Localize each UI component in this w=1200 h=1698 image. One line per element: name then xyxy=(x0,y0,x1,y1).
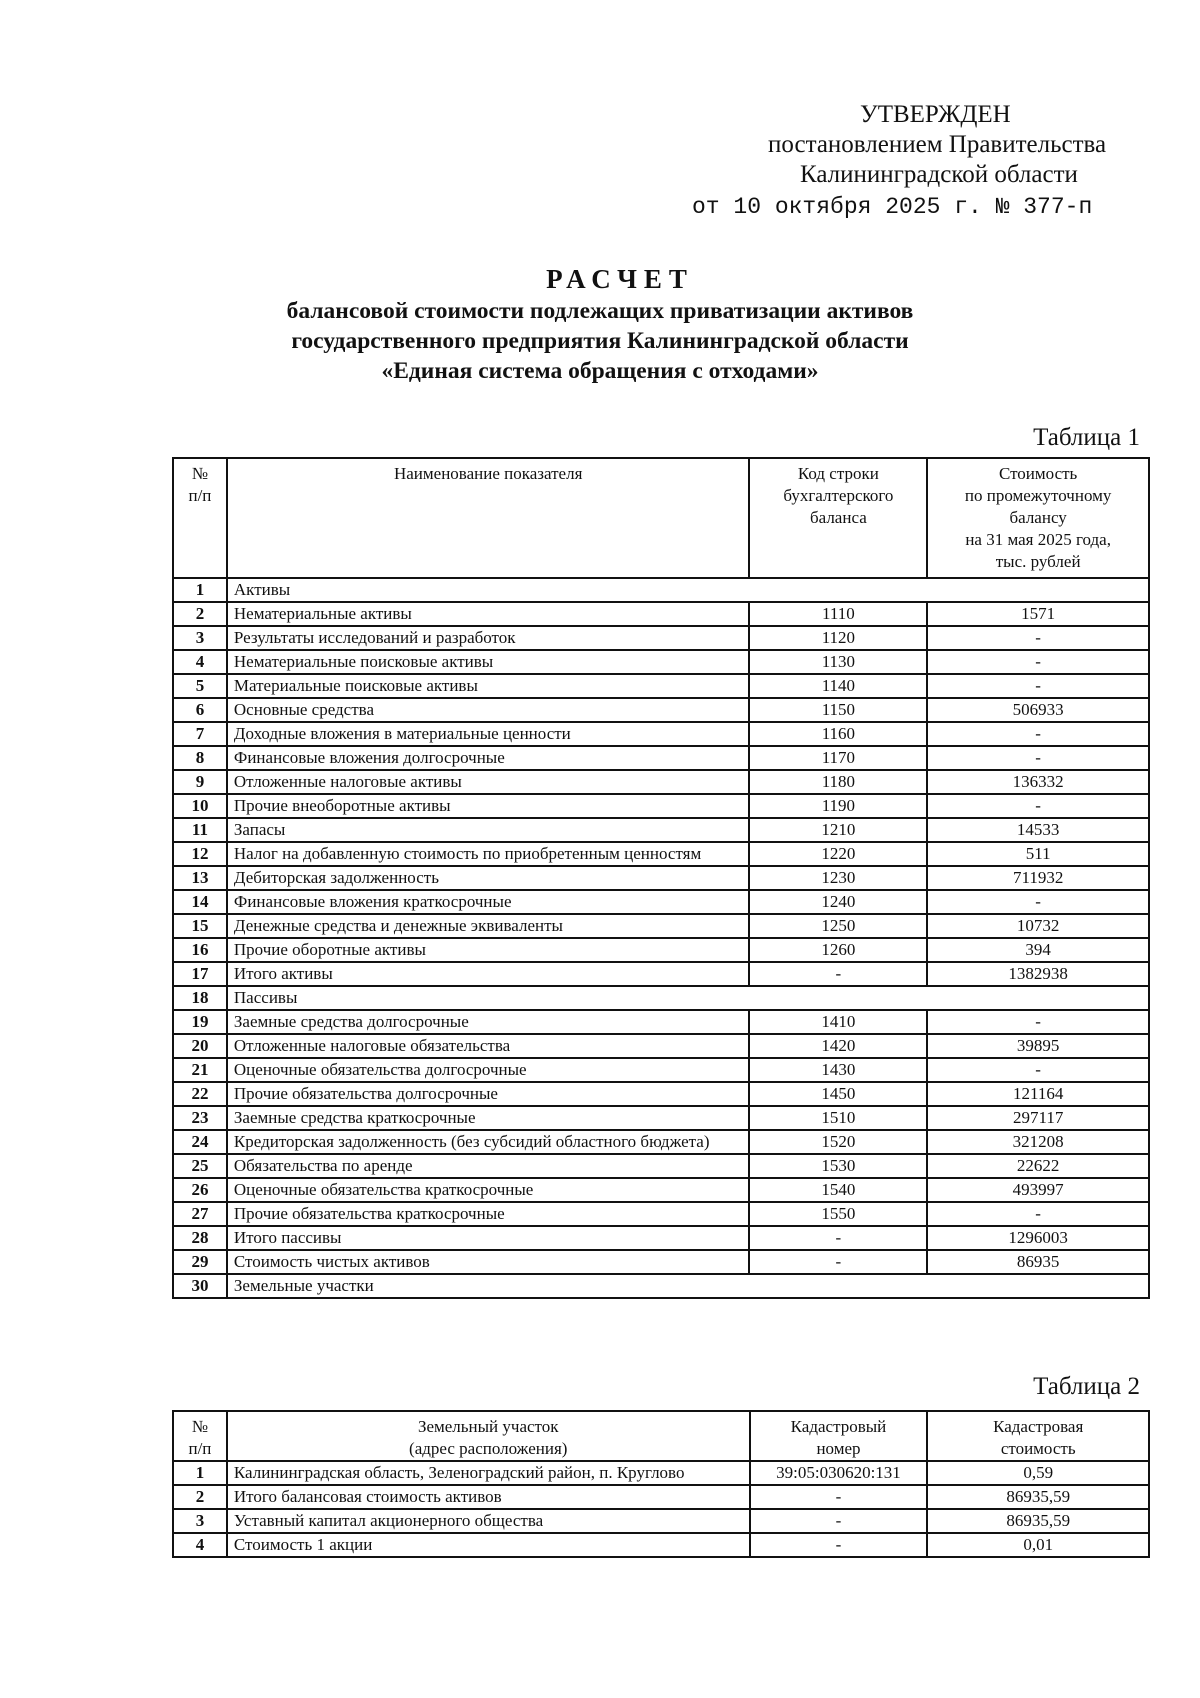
row-code: 1170 xyxy=(749,746,927,770)
header-name: Наименование показателя xyxy=(227,458,750,578)
row-number: 13 xyxy=(173,866,227,890)
row-code: 1140 xyxy=(749,674,927,698)
table-row xyxy=(173,890,1149,914)
table-row xyxy=(173,986,1149,1010)
row-value: 493997 xyxy=(927,1178,1149,1202)
row-name: Материальные поисковые активы xyxy=(227,674,750,698)
row-number: 18 xyxy=(173,986,227,1010)
table-row xyxy=(173,674,1149,698)
row-name: Уставный капитал акционерного общества xyxy=(227,1509,750,1533)
row-number: 10 xyxy=(173,794,227,818)
row-value: - xyxy=(927,890,1149,914)
row-name: Запасы xyxy=(227,818,750,842)
row-code: - xyxy=(749,1250,927,1274)
header-num: № п/п xyxy=(173,1411,227,1461)
table-row xyxy=(173,1106,1149,1130)
row-number: 30 xyxy=(173,1274,227,1298)
row-name: Налог на добавленную стоимость по приобретенным ценностям xyxy=(227,842,750,866)
table-row xyxy=(173,1082,1149,1106)
table-row xyxy=(173,842,1149,866)
row-code: 1230 xyxy=(749,866,927,890)
row-value: 321208 xyxy=(927,1130,1149,1154)
row-name: Прочие обязательства долгосрочные xyxy=(227,1082,750,1106)
row-value: - xyxy=(927,1010,1149,1034)
row-number: 12 xyxy=(173,842,227,866)
row-number: 26 xyxy=(173,1178,227,1202)
row-number: 24 xyxy=(173,1130,227,1154)
table-row xyxy=(173,722,1149,746)
row-value: 86935 xyxy=(927,1250,1149,1274)
header-num: № п/п xyxy=(173,458,227,578)
table-row xyxy=(173,770,1149,794)
table2-caption: Таблица 2 xyxy=(1033,1373,1140,1400)
table-row xyxy=(173,1154,1149,1178)
row-name: Доходные вложения в материальные ценности xyxy=(227,722,750,746)
header-cadastral-value: Кадастровая стоимость xyxy=(927,1411,1149,1461)
table-row xyxy=(173,626,1149,650)
approval-title: УТВЕРЖДЕН xyxy=(860,101,1011,128)
table-row xyxy=(173,1533,1149,1557)
table-row xyxy=(173,1178,1149,1202)
row-name: Нематериальные поисковые активы xyxy=(227,650,750,674)
row-number: 8 xyxy=(173,746,227,770)
row-number: 29 xyxy=(173,1250,227,1274)
row-name: Итого активы xyxy=(227,962,750,986)
row-number: 1 xyxy=(173,1461,227,1485)
table-row xyxy=(173,1485,1149,1509)
row-name: Земельные участки xyxy=(227,1274,1149,1298)
row-value: - xyxy=(927,722,1149,746)
approval-stamp xyxy=(640,100,1160,222)
table2-header-row xyxy=(173,1411,1149,1461)
row-number: 15 xyxy=(173,914,227,938)
approval-region: Калининградской области xyxy=(800,161,1078,188)
table-row xyxy=(173,1202,1149,1226)
row-value: 1296003 xyxy=(927,1226,1149,1250)
row-number: 27 xyxy=(173,1202,227,1226)
row-name: Кредиторская задолженность (без субсидий областного бюджета) xyxy=(227,1130,750,1154)
row-code: 1150 xyxy=(749,698,927,722)
row-value: 1382938 xyxy=(927,962,1149,986)
row-number: 16 xyxy=(173,938,227,962)
header-code: Код строки бухгалтерского баланса xyxy=(749,458,927,578)
row-name: Оценочные обязательства краткосрочные xyxy=(227,1178,750,1202)
table-row xyxy=(173,1034,1149,1058)
row-number: 2 xyxy=(173,602,227,626)
table-row xyxy=(173,866,1149,890)
land-table xyxy=(172,1410,1150,1558)
table-row xyxy=(173,578,1149,602)
row-code: 1450 xyxy=(749,1082,927,1106)
table-row xyxy=(173,1226,1149,1250)
row-name: Денежные средства и денежные эквиваленты xyxy=(227,914,750,938)
row-code: 1130 xyxy=(749,650,927,674)
row-value: 511 xyxy=(927,842,1149,866)
row-value: 506933 xyxy=(927,698,1149,722)
row-name: Прочие внеоборотные активы xyxy=(227,794,750,818)
row-name: Итого балансовая стоимость активов xyxy=(227,1485,750,1509)
row-code: 1550 xyxy=(749,1202,927,1226)
table1-caption: Таблица 1 xyxy=(1033,424,1140,451)
row-number: 21 xyxy=(173,1058,227,1082)
row-code: 1430 xyxy=(749,1058,927,1082)
row-value: - xyxy=(927,746,1149,770)
row-name: Финансовые вложения краткосрочные xyxy=(227,890,750,914)
row-code: - xyxy=(750,1533,928,1557)
row-name: Отложенные налоговые обязательства xyxy=(227,1034,750,1058)
row-code: 1510 xyxy=(749,1106,927,1130)
row-name: Результаты исследований и разработок xyxy=(227,626,750,650)
table-row xyxy=(173,650,1149,674)
row-code: 1420 xyxy=(749,1034,927,1058)
row-value: 14533 xyxy=(927,818,1149,842)
row-code: - xyxy=(749,1226,927,1250)
row-code: - xyxy=(750,1485,928,1509)
row-name: Заемные средства долгосрочные xyxy=(227,1010,750,1034)
table-row xyxy=(173,938,1149,962)
table2-body xyxy=(173,1461,1149,1557)
table-row xyxy=(173,1274,1149,1298)
row-number: 25 xyxy=(173,1154,227,1178)
row-number: 22 xyxy=(173,1082,227,1106)
row-name: Пассивы xyxy=(227,986,1149,1010)
row-code: 39:05:030620:131 xyxy=(750,1461,928,1485)
row-code: 1530 xyxy=(749,1154,927,1178)
row-number: 6 xyxy=(173,698,227,722)
row-value: 297117 xyxy=(927,1106,1149,1130)
row-value: 22622 xyxy=(927,1154,1149,1178)
row-value: - xyxy=(927,1202,1149,1226)
row-number: 2 xyxy=(173,1485,227,1509)
row-number: 19 xyxy=(173,1010,227,1034)
header-cadastral-number: Кадастровый номер xyxy=(750,1411,928,1461)
row-number: 4 xyxy=(173,650,227,674)
table-row xyxy=(173,962,1149,986)
row-code: 1180 xyxy=(749,770,927,794)
row-value: 1571 xyxy=(927,602,1149,626)
row-code: 1410 xyxy=(749,1010,927,1034)
row-code: 1220 xyxy=(749,842,927,866)
row-name: Прочие обязательства краткосрочные xyxy=(227,1202,750,1226)
table-row xyxy=(173,1058,1149,1082)
row-code: 1240 xyxy=(749,890,927,914)
row-number: 23 xyxy=(173,1106,227,1130)
table-row xyxy=(173,1250,1149,1274)
row-number: 3 xyxy=(173,626,227,650)
row-number: 5 xyxy=(173,674,227,698)
row-name: Прочие оборотные активы xyxy=(227,938,750,962)
row-number: 11 xyxy=(173,818,227,842)
row-value: - xyxy=(927,650,1149,674)
table-row xyxy=(173,746,1149,770)
row-code: - xyxy=(750,1509,928,1533)
row-name: Обязательства по аренде xyxy=(227,1154,750,1178)
table-row xyxy=(173,1461,1149,1485)
row-number: 28 xyxy=(173,1226,227,1250)
row-name: Нематериальные активы xyxy=(227,602,750,626)
row-name: Основные средства xyxy=(227,698,750,722)
row-code: 1160 xyxy=(749,722,927,746)
row-value: 121164 xyxy=(927,1082,1149,1106)
row-code: 1190 xyxy=(749,794,927,818)
row-value: 136332 xyxy=(927,770,1149,794)
table-row xyxy=(173,602,1149,626)
title-line-1: балансовой стоимости подлежащих приватизации активов xyxy=(286,298,914,324)
row-number: 3 xyxy=(173,1509,227,1533)
row-value: 86935,59 xyxy=(927,1509,1149,1533)
approval-authority: постановлением Правительства xyxy=(768,131,1107,158)
row-number: 7 xyxy=(173,722,227,746)
row-name: Калининградская область, Зеленоградский район, п. Круглово xyxy=(227,1461,750,1485)
row-code: 1110 xyxy=(749,602,927,626)
title-main: РАСЧЕТ xyxy=(546,264,694,294)
row-code: 1260 xyxy=(749,938,927,962)
row-value: 0,59 xyxy=(927,1461,1149,1485)
row-value: 711932 xyxy=(927,866,1149,890)
row-number: 17 xyxy=(173,962,227,986)
row-value: 39895 xyxy=(927,1034,1149,1058)
header-value: Стоимость по промежуточному балансу на 31 мая 2025 года, тыс. рублей xyxy=(927,458,1149,578)
row-name: Отложенные налоговые активы xyxy=(227,770,750,794)
row-name: Оценочные обязательства долгосрочные xyxy=(227,1058,750,1082)
table-row xyxy=(173,1130,1149,1154)
table-row xyxy=(173,698,1149,722)
row-number: 14 xyxy=(173,890,227,914)
title-line-2: государственного предприятия Калининградской области xyxy=(291,328,909,354)
row-code: 1540 xyxy=(749,1178,927,1202)
row-value: 0,01 xyxy=(927,1533,1149,1557)
table-row xyxy=(173,1010,1149,1034)
row-number: 20 xyxy=(173,1034,227,1058)
row-code: 1120 xyxy=(749,626,927,650)
row-number: 4 xyxy=(173,1533,227,1557)
row-number: 1 xyxy=(173,578,227,602)
row-value: - xyxy=(927,626,1149,650)
table-row xyxy=(173,818,1149,842)
row-name: Заемные средства краткосрочные xyxy=(227,1106,750,1130)
row-value: 10732 xyxy=(927,914,1149,938)
table-row xyxy=(173,914,1149,938)
row-name: Итого пассивы xyxy=(227,1226,750,1250)
title-line-3: «Единая система обращения с отходами» xyxy=(381,358,819,384)
table-row xyxy=(173,794,1149,818)
approval-date-number: от 10 октября 2025 г. № 377-п xyxy=(692,194,1093,220)
row-value: 394 xyxy=(927,938,1149,962)
row-code: 1250 xyxy=(749,914,927,938)
table1-body xyxy=(173,578,1149,1298)
row-code: 1210 xyxy=(749,818,927,842)
header-land-plot: Земельный участок (адрес расположения) xyxy=(227,1411,750,1461)
document-title xyxy=(0,262,1200,386)
row-name: Активы xyxy=(227,578,1149,602)
row-number: 9 xyxy=(173,770,227,794)
row-value: 86935,59 xyxy=(927,1485,1149,1509)
table1-header-row xyxy=(173,458,1149,578)
row-name: Финансовые вложения долгосрочные xyxy=(227,746,750,770)
balance-table xyxy=(172,457,1150,1299)
row-code: 1520 xyxy=(749,1130,927,1154)
row-name: Стоимость 1 акции xyxy=(227,1533,750,1557)
row-value: - xyxy=(927,794,1149,818)
table-row xyxy=(173,1509,1149,1533)
row-code: - xyxy=(749,962,927,986)
row-value: - xyxy=(927,674,1149,698)
row-name: Стоимость чистых активов xyxy=(227,1250,750,1274)
row-name: Дебиторская задолженность xyxy=(227,866,750,890)
row-value: - xyxy=(927,1058,1149,1082)
